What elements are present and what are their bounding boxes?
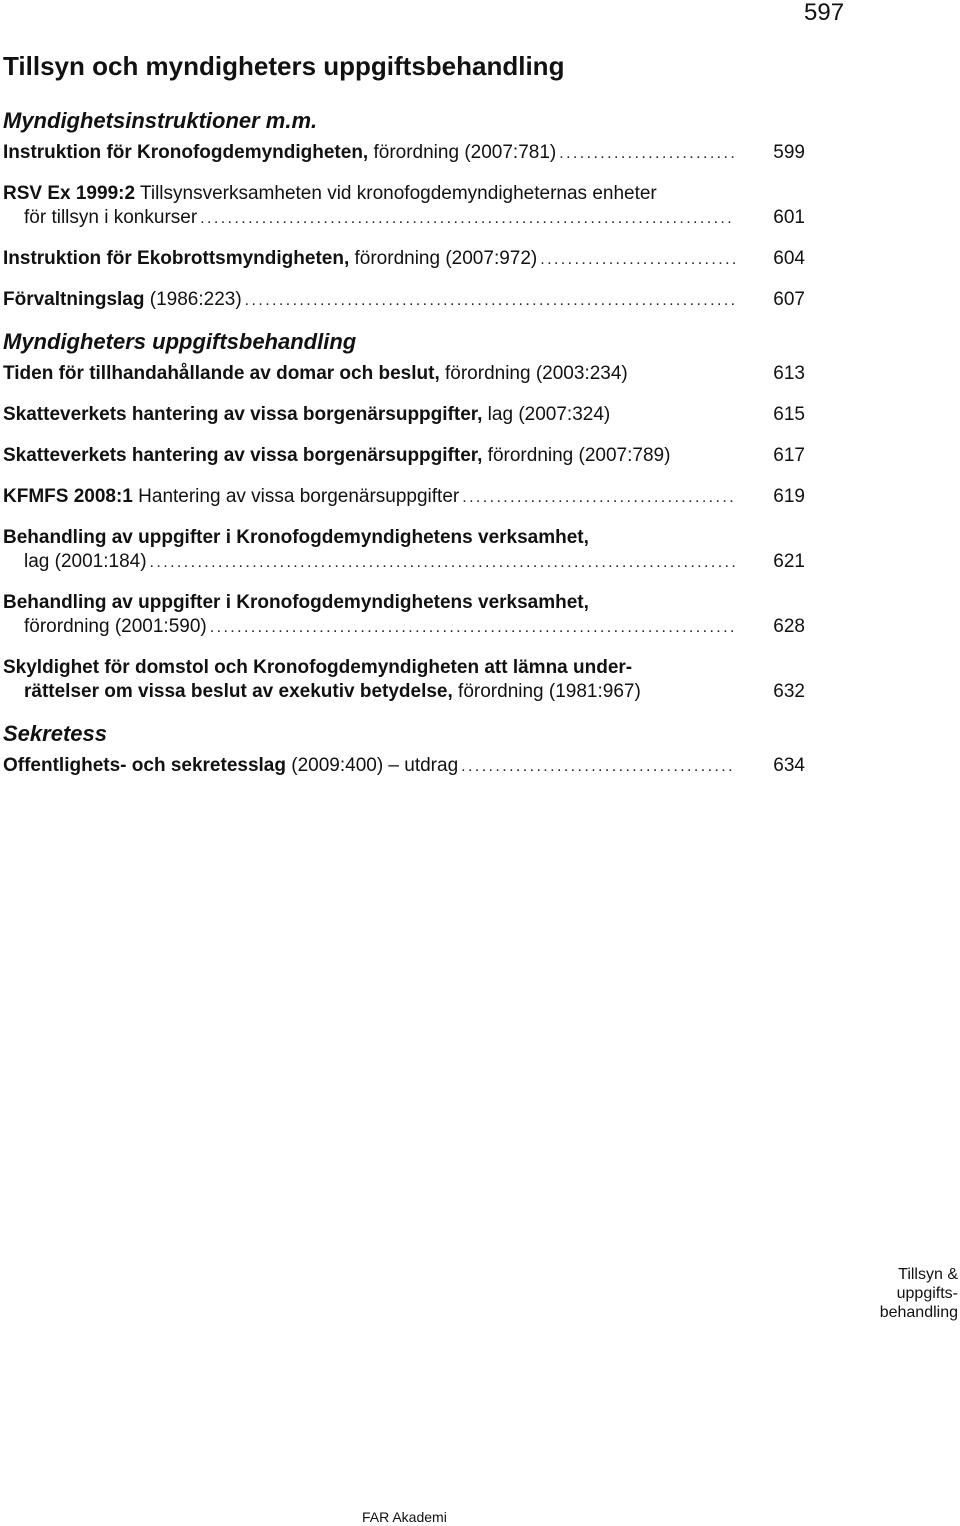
toc-entry-text: förordning (2007:781) xyxy=(368,142,557,163)
page-title: Tillsyn och myndigheters uppgiftsbehandling xyxy=(3,51,565,81)
toc-entry[interactable] xyxy=(3,362,805,387)
toc-entry-line xyxy=(3,485,805,510)
section-tab-line: uppgifts- xyxy=(896,1285,958,1302)
toc-entry-line xyxy=(3,444,805,469)
toc-page-number[interactable]: 619 xyxy=(773,486,805,507)
section-tab-line: behandling xyxy=(879,1304,958,1321)
toc-entry-text: förordning (2007:972) xyxy=(349,248,538,269)
toc-entry-bold-text: KFMFS 2008:1 xyxy=(3,486,133,507)
toc-entry-text: lag (2001:184) xyxy=(24,551,147,572)
dot-leader xyxy=(559,142,735,166)
toc-entry-text: (2009:400) – utdrag xyxy=(285,755,459,776)
toc-entry-text: förordning (2001:590) xyxy=(24,616,207,637)
section-tab-line: Tillsyn & xyxy=(898,1266,958,1283)
toc-entry-line xyxy=(3,754,805,779)
toc-entry-bold-text: RSV Ex 1999:2 xyxy=(3,183,136,204)
toc-entry-bold-text: Skyldighet för domstol och Kronofogdemyndigheten att lämna under- xyxy=(3,657,633,678)
toc-entry-title xyxy=(3,362,628,386)
toc-entry-bold-text: Förvaltningslag xyxy=(3,289,145,310)
toc-entry-line xyxy=(3,182,805,206)
toc-entry[interactable] xyxy=(3,754,805,779)
toc-entry-line xyxy=(3,526,805,550)
toc-page-number[interactable]: 617 xyxy=(773,445,805,466)
toc-entry-title xyxy=(3,526,589,550)
toc-entry-title xyxy=(3,591,589,615)
toc-page-number[interactable]: 615 xyxy=(773,404,805,425)
toc-entry-title xyxy=(3,444,670,468)
dot-leader xyxy=(200,207,735,231)
toc-entry-bold-text: Skatteverkets hantering av vissa borgenärsuppgifter, xyxy=(3,445,483,466)
toc-entry-bold-text: Skatteverkets hantering av vissa borgenärsuppgifter, xyxy=(3,404,483,425)
toc-entry-line xyxy=(3,656,805,680)
toc-entry[interactable] xyxy=(3,444,805,469)
dot-leader xyxy=(461,755,735,779)
toc-entry-title xyxy=(3,754,458,778)
section-heading: Sekretess xyxy=(3,721,107,746)
toc-entry[interactable] xyxy=(3,288,805,313)
toc-page-number[interactable]: 604 xyxy=(773,248,805,269)
toc-entry-line xyxy=(3,550,805,575)
toc-entry-line xyxy=(3,141,805,166)
toc-entry-text: Tillsynsverksamheten vid kronofogdemyndigheternas enheter xyxy=(135,183,657,204)
toc-entry-bold-text: Behandling av uppgifter i Kronofogdemyndighetens verksamhet, xyxy=(3,592,589,613)
toc-entry[interactable] xyxy=(3,403,805,428)
toc-entry-title xyxy=(3,485,459,509)
toc-entry[interactable] xyxy=(3,591,805,640)
toc-entry-line xyxy=(3,362,805,387)
toc-page-number[interactable]: 632 xyxy=(773,681,805,702)
publisher-footer: FAR Akademi xyxy=(362,1509,447,1525)
toc-entry-bold-text: Tiden för tillhandahållande av domar och beslut, xyxy=(3,363,440,384)
toc-page-number[interactable]: 634 xyxy=(773,755,805,776)
table-of-contents xyxy=(3,108,805,795)
toc-entry-line xyxy=(3,680,805,705)
toc-entry-bold-text: Behandling av uppgifter i Kronofogdemyndighetens verksamhet, xyxy=(3,527,589,548)
dot-leader xyxy=(150,551,735,575)
toc-entry-text: för tillsyn i konkurser xyxy=(24,207,198,228)
toc-entry[interactable] xyxy=(3,656,805,705)
toc-page-number[interactable]: 621 xyxy=(773,551,805,572)
dot-leader xyxy=(462,486,735,510)
toc-entry-title xyxy=(3,247,537,271)
toc-page-number[interactable]: 628 xyxy=(773,616,805,637)
toc-page-number[interactable]: 599 xyxy=(773,142,805,163)
dot-leader xyxy=(540,248,735,272)
toc-entry[interactable] xyxy=(3,247,805,272)
toc-entry-bold-text: Offentlighets- och sekretesslag xyxy=(3,755,286,776)
toc-entry-title xyxy=(3,288,242,312)
toc-entry-title xyxy=(3,182,657,206)
toc-entry-line xyxy=(3,247,805,272)
toc-entry-title xyxy=(3,656,632,680)
toc-entry-line xyxy=(3,591,805,615)
toc-entry-text: förordning (2007:789) xyxy=(482,445,671,466)
toc-page-number[interactable]: 607 xyxy=(773,289,805,310)
toc-entry[interactable] xyxy=(3,141,805,166)
toc-entry[interactable] xyxy=(3,526,805,575)
toc-page-number[interactable]: 613 xyxy=(773,363,805,384)
toc-entry-bold-text: rättelser om vissa beslut av exekutiv betydelse, xyxy=(24,681,453,702)
page-number: 597 xyxy=(804,0,845,26)
toc-entry-title xyxy=(24,550,147,574)
toc-entry-text: (1986:223) xyxy=(144,289,242,310)
section-heading: Myndighetsinstruktioner m.m. xyxy=(3,108,318,133)
toc-entry-title xyxy=(24,615,207,639)
dot-leader xyxy=(210,616,735,640)
toc-entry-bold-text: Instruktion för Ekobrottsmyndigheten, xyxy=(3,248,350,269)
toc-entry-line xyxy=(3,403,805,428)
toc-entry[interactable] xyxy=(3,182,805,231)
toc-entry-text: förordning (1981:967) xyxy=(452,681,641,702)
toc-entry-text: förordning (2003:234) xyxy=(439,363,628,384)
dot-leader xyxy=(245,289,735,313)
toc-entry-text: lag (2007:324) xyxy=(482,404,611,425)
toc-entry-title xyxy=(24,206,197,230)
toc-entry-title xyxy=(3,141,556,165)
toc-entry-bold-text: Instruktion för Kronofogdemyndigheten, xyxy=(3,142,369,163)
toc-entry-line xyxy=(3,206,805,231)
toc-entry-line xyxy=(3,615,805,640)
toc-entry-text: Hantering av vissa borgenärsuppgifter xyxy=(132,486,460,507)
section-heading: Myndigheters uppgiftsbehandling xyxy=(3,329,357,354)
toc-entry-title xyxy=(24,680,641,704)
toc-entry[interactable] xyxy=(3,485,805,510)
toc-page-number[interactable]: 601 xyxy=(773,207,805,228)
toc-entry-line xyxy=(3,288,805,313)
section-tab xyxy=(852,1265,958,1322)
toc-entry-title xyxy=(3,403,610,427)
